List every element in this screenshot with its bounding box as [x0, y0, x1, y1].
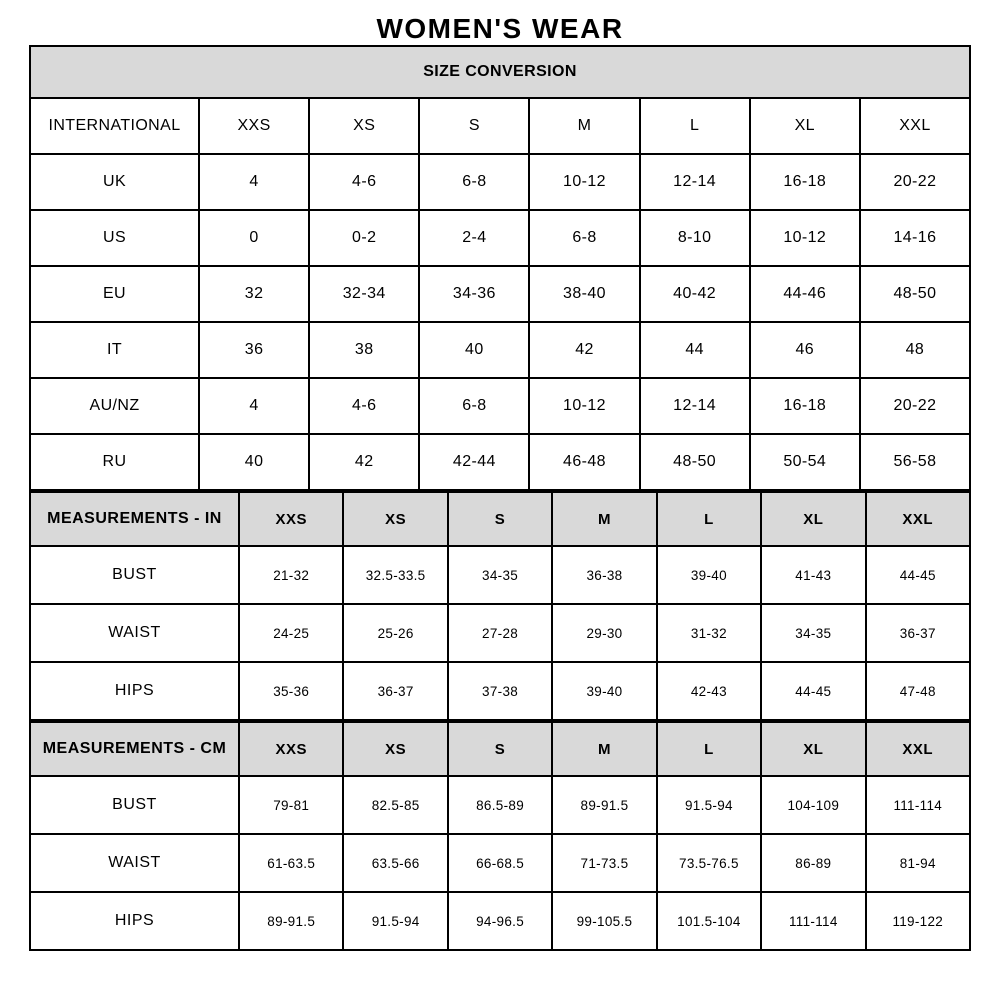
- measurements-cm-value-bust-xl: 104-109: [761, 776, 865, 834]
- measurements-cm-size-header-xs: XS: [343, 722, 447, 776]
- measurements-cm-value-hips-m: 99-105.5: [552, 892, 656, 950]
- measurements-cm-value-waist-xl: 86-89: [761, 834, 865, 892]
- size-conversion-value-uk-xxs: 4: [199, 154, 309, 210]
- size-conversion-value-eu-xs: 32-34: [309, 266, 419, 322]
- measurements-cm-value-bust-m: 89-91.5: [552, 776, 656, 834]
- measurements-in-value-hips-xs: 36-37: [343, 662, 447, 720]
- size-conversion-row-au-nz: [30, 378, 970, 434]
- size-conversion-value-uk-m: 10-12: [529, 154, 639, 210]
- measurements-cm-value-waist-m: 71-73.5: [552, 834, 656, 892]
- size-conversion-value-ru-xl: 50-54: [750, 434, 860, 490]
- size-conversion-value-au-nz-xxs: 4: [199, 378, 309, 434]
- size-conversion-value-uk-xs: 4-6: [309, 154, 419, 210]
- page-title: WOMEN'S WEAR: [376, 13, 624, 44]
- measurements-in-value-bust-s: 34-35: [448, 546, 552, 604]
- measurements-in-value-hips-xxl: 47-48: [866, 662, 970, 720]
- size-conversion-size-header-m: M: [529, 98, 639, 154]
- size-conversion-row-eu: [30, 266, 970, 322]
- size-conversion-value-us-xxs: 0: [199, 210, 309, 266]
- size-conversion-value-ru-l: 48-50: [640, 434, 750, 490]
- size-conversion-value-us-xs: 0-2: [309, 210, 419, 266]
- size-conversion-value-uk-xl: 16-18: [750, 154, 860, 210]
- measurements-cm-value-waist-xxl: 81-94: [866, 834, 970, 892]
- size-conversion-banner-row: [30, 46, 970, 98]
- measurements-cm-row-label-waist: WAIST: [30, 834, 239, 892]
- size-conversion-value-eu-l: 40-42: [640, 266, 750, 322]
- size-conversion-value-us-xxl: 14-16: [860, 210, 970, 266]
- measurements-in-size-header-xxl: XXL: [866, 492, 970, 546]
- measurements-in-value-waist-l: 31-32: [657, 604, 761, 662]
- size-conversion-row-label-eu: EU: [30, 266, 199, 322]
- size-conversion-size-header-xxl: XXL: [860, 98, 970, 154]
- measurements-in-size-header-l: L: [657, 492, 761, 546]
- measurements-cm-label-header: MEASUREMENTS - CM: [30, 722, 239, 776]
- size-conversion-value-us-s: 2-4: [419, 210, 529, 266]
- measurements-in-size-header-xs: XS: [343, 492, 447, 546]
- measurements-cm-value-bust-xxl: 111-114: [866, 776, 970, 834]
- size-conversion-value-it-l: 44: [640, 322, 750, 378]
- size-conversion-value-ru-s: 42-44: [419, 434, 529, 490]
- measurements-cm-value-hips-xs: 91.5-94: [343, 892, 447, 950]
- measurements-cm-row-hips: [30, 892, 970, 950]
- size-conversion-value-it-xl: 46: [750, 322, 860, 378]
- measurements-cm-row-label-hips: HIPS: [30, 892, 239, 950]
- measurements-cm-size-header-m: M: [552, 722, 656, 776]
- measurements-in-value-bust-l: 39-40: [657, 546, 761, 604]
- measurements-cm-value-bust-s: 86.5-89: [448, 776, 552, 834]
- size-conversion-row-ru: [30, 434, 970, 490]
- size-conversion-value-it-s: 40: [419, 322, 529, 378]
- measurements-in-value-bust-xl: 41-43: [761, 546, 865, 604]
- size-conversion-table: [29, 45, 971, 491]
- size-conversion-banner: SIZE CONVERSION: [30, 46, 970, 98]
- measurements-in-size-header-xxs: XXS: [239, 492, 343, 546]
- size-conversion-value-us-xl: 10-12: [750, 210, 860, 266]
- measurements-in-value-waist-m: 29-30: [552, 604, 656, 662]
- size-conversion-label-header: INTERNATIONAL: [30, 98, 199, 154]
- measurements-in-value-waist-xs: 25-26: [343, 604, 447, 662]
- size-conversion-value-eu-xl: 44-46: [750, 266, 860, 322]
- size-conversion-value-it-xxs: 36: [199, 322, 309, 378]
- measurements-in-value-bust-xs: 32.5-33.5: [343, 546, 447, 604]
- measurements-in-value-bust-xxs: 21-32: [239, 546, 343, 604]
- size-conversion-size-header-xxs: XXS: [199, 98, 309, 154]
- measurements-in-value-waist-xl: 34-35: [761, 604, 865, 662]
- measurements-in-value-hips-s: 37-38: [448, 662, 552, 720]
- size-conversion-value-ru-xxl: 56-58: [860, 434, 970, 490]
- size-conversion-value-au-nz-xxl: 20-22: [860, 378, 970, 434]
- measurements-cm-value-hips-xl: 111-114: [761, 892, 865, 950]
- size-conversion-value-eu-m: 38-40: [529, 266, 639, 322]
- measurements-in-value-hips-m: 39-40: [552, 662, 656, 720]
- measurements-cm-value-waist-s: 66-68.5: [448, 834, 552, 892]
- size-conversion-row-it: [30, 322, 970, 378]
- size-conversion-row-label-uk: UK: [30, 154, 199, 210]
- size-conversion-size-header-s: S: [419, 98, 529, 154]
- measurements-in-row-label-hips: HIPS: [30, 662, 239, 720]
- measurements-in-size-header-m: M: [552, 492, 656, 546]
- measurements-cm-size-header-xxl: XXL: [866, 722, 970, 776]
- measurements-cm-value-hips-s: 94-96.5: [448, 892, 552, 950]
- measurements-in-row-hips: [30, 662, 970, 720]
- size-conversion-value-au-nz-s: 6-8: [419, 378, 529, 434]
- size-conversion-size-header-xl: XL: [750, 98, 860, 154]
- measurements-in-value-bust-m: 36-38: [552, 546, 656, 604]
- measurements-cm-header-row: [30, 722, 970, 776]
- measurements-cm-value-hips-xxs: 89-91.5: [239, 892, 343, 950]
- size-conversion-value-us-l: 8-10: [640, 210, 750, 266]
- size-conversion-row-label-ru: RU: [30, 434, 199, 490]
- measurements-cm-size-header-l: L: [657, 722, 761, 776]
- measurements-in-label-header: MEASUREMENTS - IN: [30, 492, 239, 546]
- measurements-in-value-waist-xxl: 36-37: [866, 604, 970, 662]
- size-conversion-value-au-nz-xl: 16-18: [750, 378, 860, 434]
- measurements-in-size-header-s: S: [448, 492, 552, 546]
- measurements-cm-value-hips-xxl: 119-122: [866, 892, 970, 950]
- size-conversion-size-header-l: L: [640, 98, 750, 154]
- measurements-in-value-hips-l: 42-43: [657, 662, 761, 720]
- size-conversion-row-label-us: US: [30, 210, 199, 266]
- size-conversion-value-it-xs: 38: [309, 322, 419, 378]
- size-conversion-row-label-au-nz: AU/NZ: [30, 378, 199, 434]
- measurements-cm-row-bust: [30, 776, 970, 834]
- measurements-in-table: [29, 491, 971, 721]
- size-conversion-value-uk-xxl: 20-22: [860, 154, 970, 210]
- size-conversion-value-au-nz-xs: 4-6: [309, 378, 419, 434]
- measurements-cm-value-hips-l: 101.5-104: [657, 892, 761, 950]
- measurements-cm-value-bust-xxs: 79-81: [239, 776, 343, 834]
- size-conversion-value-ru-m: 46-48: [529, 434, 639, 490]
- size-conversion-row-uk: [30, 154, 970, 210]
- measurements-cm-value-bust-l: 91.5-94: [657, 776, 761, 834]
- size-conversion-value-ru-xs: 42: [309, 434, 419, 490]
- size-conversion-value-eu-xxl: 48-50: [860, 266, 970, 322]
- measurements-cm-value-bust-xs: 82.5-85: [343, 776, 447, 834]
- measurements-cm-value-waist-xxs: 61-63.5: [239, 834, 343, 892]
- measurements-cm-value-waist-l: 73.5-76.5: [657, 834, 761, 892]
- measurements-in-row-label-bust: BUST: [30, 546, 239, 604]
- size-conversion-header-row: [30, 98, 970, 154]
- size-conversion-value-eu-xxs: 32: [199, 266, 309, 322]
- measurements-in-row-bust: [30, 546, 970, 604]
- size-conversion-value-eu-s: 34-36: [419, 266, 529, 322]
- size-conversion-value-it-xxl: 48: [860, 322, 970, 378]
- measurements-cm-size-header-xl: XL: [761, 722, 865, 776]
- size-conversion-value-it-m: 42: [529, 322, 639, 378]
- size-conversion-value-au-nz-m: 10-12: [529, 378, 639, 434]
- measurements-cm-row-label-bust: BUST: [30, 776, 239, 834]
- measurements-in-value-bust-xxl: 44-45: [866, 546, 970, 604]
- measurements-in-value-hips-xxs: 35-36: [239, 662, 343, 720]
- size-conversion-size-header-xs: XS: [309, 98, 419, 154]
- measurements-in-row-waist: [30, 604, 970, 662]
- measurements-cm-value-waist-xs: 63.5-66: [343, 834, 447, 892]
- measurements-in-value-waist-s: 27-28: [448, 604, 552, 662]
- measurements-in-value-hips-xl: 44-45: [761, 662, 865, 720]
- size-conversion-value-uk-s: 6-8: [419, 154, 529, 210]
- measurements-cm-table: [29, 721, 971, 951]
- size-conversion-row-us: [30, 210, 970, 266]
- size-conversion-value-us-m: 6-8: [529, 210, 639, 266]
- measurements-in-header-row: [30, 492, 970, 546]
- measurements-cm-size-header-s: S: [448, 722, 552, 776]
- size-conversion-row-label-it: IT: [30, 322, 199, 378]
- measurements-cm-size-header-xxs: XXS: [239, 722, 343, 776]
- measurements-in-size-header-xl: XL: [761, 492, 865, 546]
- size-conversion-value-ru-xxs: 40: [199, 434, 309, 490]
- size-conversion-value-au-nz-l: 12-14: [640, 378, 750, 434]
- measurements-in-row-label-waist: WAIST: [30, 604, 239, 662]
- measurements-cm-row-waist: [30, 834, 970, 892]
- measurements-in-value-waist-xxs: 24-25: [239, 604, 343, 662]
- size-conversion-value-uk-l: 12-14: [640, 154, 750, 210]
